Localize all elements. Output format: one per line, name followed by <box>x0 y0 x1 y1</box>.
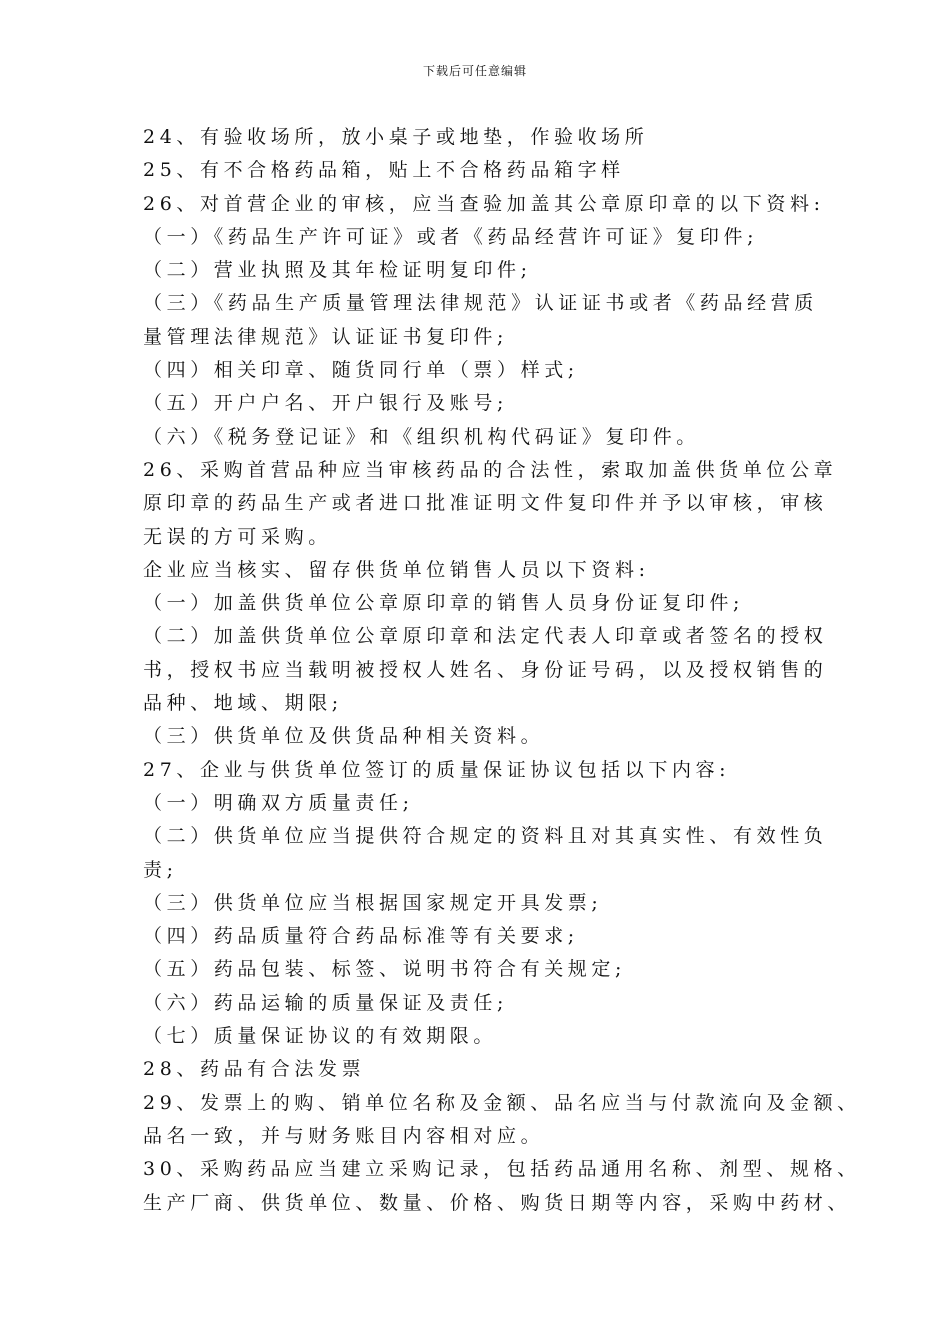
text-line: （五）药品包装、标签、说明书符合有关规定; <box>143 958 627 981</box>
document-body <box>143 121 861 1220</box>
text-line: （三）《药品生产质量管理法律规范》认证证书或者《药品经营质 <box>143 292 818 315</box>
text-line: 26、对首营企业的审核，应当查验加盖其公章原印章的以下资料: <box>143 192 825 215</box>
text-line: 品名一致，并与财务账目内容相对应。 <box>143 1124 545 1147</box>
text-line: （一）明确双方质量责任; <box>143 791 414 814</box>
text-line: （二）供货单位应当提供符合规定的资料且对其真实性、有效性负 <box>143 825 828 848</box>
text-line: （一）《药品生产许可证》或者《药品经营许可证》复印件; <box>143 225 759 248</box>
text-line: （一）加盖供货单位公章原印章的销售人员身份证复印件; <box>143 592 745 615</box>
text-line: （五）开户户名、开户银行及账号; <box>143 392 509 415</box>
text-line: 27、企业与供货单位签订的质量保证协议包括以下内容: <box>143 758 731 781</box>
text-line: 书，授权书应当载明被授权人姓名、身份证号码，以及授权销售的 <box>143 658 828 681</box>
text-line: （七）质量保证协议的有效期限。 <box>143 1025 498 1048</box>
text-line: （六）《税务登记证》和《组织机构代码证》复印件。 <box>143 425 700 448</box>
text-line: 25、有不合格药品箱，贴上不合格药品箱字样 <box>143 159 625 182</box>
text-line: （六）药品运输的质量保证及责任; <box>143 991 509 1014</box>
text-line: （四）药品质量符合药品标准等有关要求; <box>143 925 579 948</box>
text-line: 责; <box>143 858 178 881</box>
text-line: 26、采购首营品种应当审核药品的合法性，索取加盖供货单位公章 <box>143 458 838 481</box>
text-line: 原印章的药品生产或者进口批准证明文件复印件并予以审核，审核 <box>143 492 828 515</box>
text-line: 29、发票上的购、销单位名称及金额、品名应当与付款流向及金额、 <box>143 1091 861 1114</box>
text-line: 28、药品有合法发票 <box>143 1058 366 1081</box>
text-line: （三）供货单位及供货品种相关资料。 <box>143 725 545 748</box>
text-line: （二）营业执照及其年检证明复印件; <box>143 259 532 282</box>
text-line: 无误的方可采购。 <box>143 525 332 548</box>
text-line: 量管理法律规范》认证证书复印件; <box>143 325 509 348</box>
text-line: 企业应当核实、留存供货单位销售人员以下资料: <box>143 558 650 581</box>
text-line: 30、采购药品应当建立采购记录，包括药品通用名称、剂型、规格、 <box>143 1158 861 1181</box>
text-line: 24、有验收场所，放小桌子或地垫，作验收场所 <box>143 126 649 148</box>
text-line: 生产厂商、供货单位、数量、价格、购货日期等内容，采购中药材、 <box>143 1191 852 1214</box>
text-line: 品种、地域、期限; <box>143 692 343 715</box>
text-line: （二）加盖供货单位公章原印章和法定代表人印章或者签名的授权 <box>143 625 828 648</box>
text-line: （三）供货单位应当根据国家规定开具发票; <box>143 891 603 914</box>
text-line: （四）相关印章、随货同行单（票）样式; <box>143 359 579 382</box>
page-header: 下载后可任意编辑 <box>422 64 527 78</box>
